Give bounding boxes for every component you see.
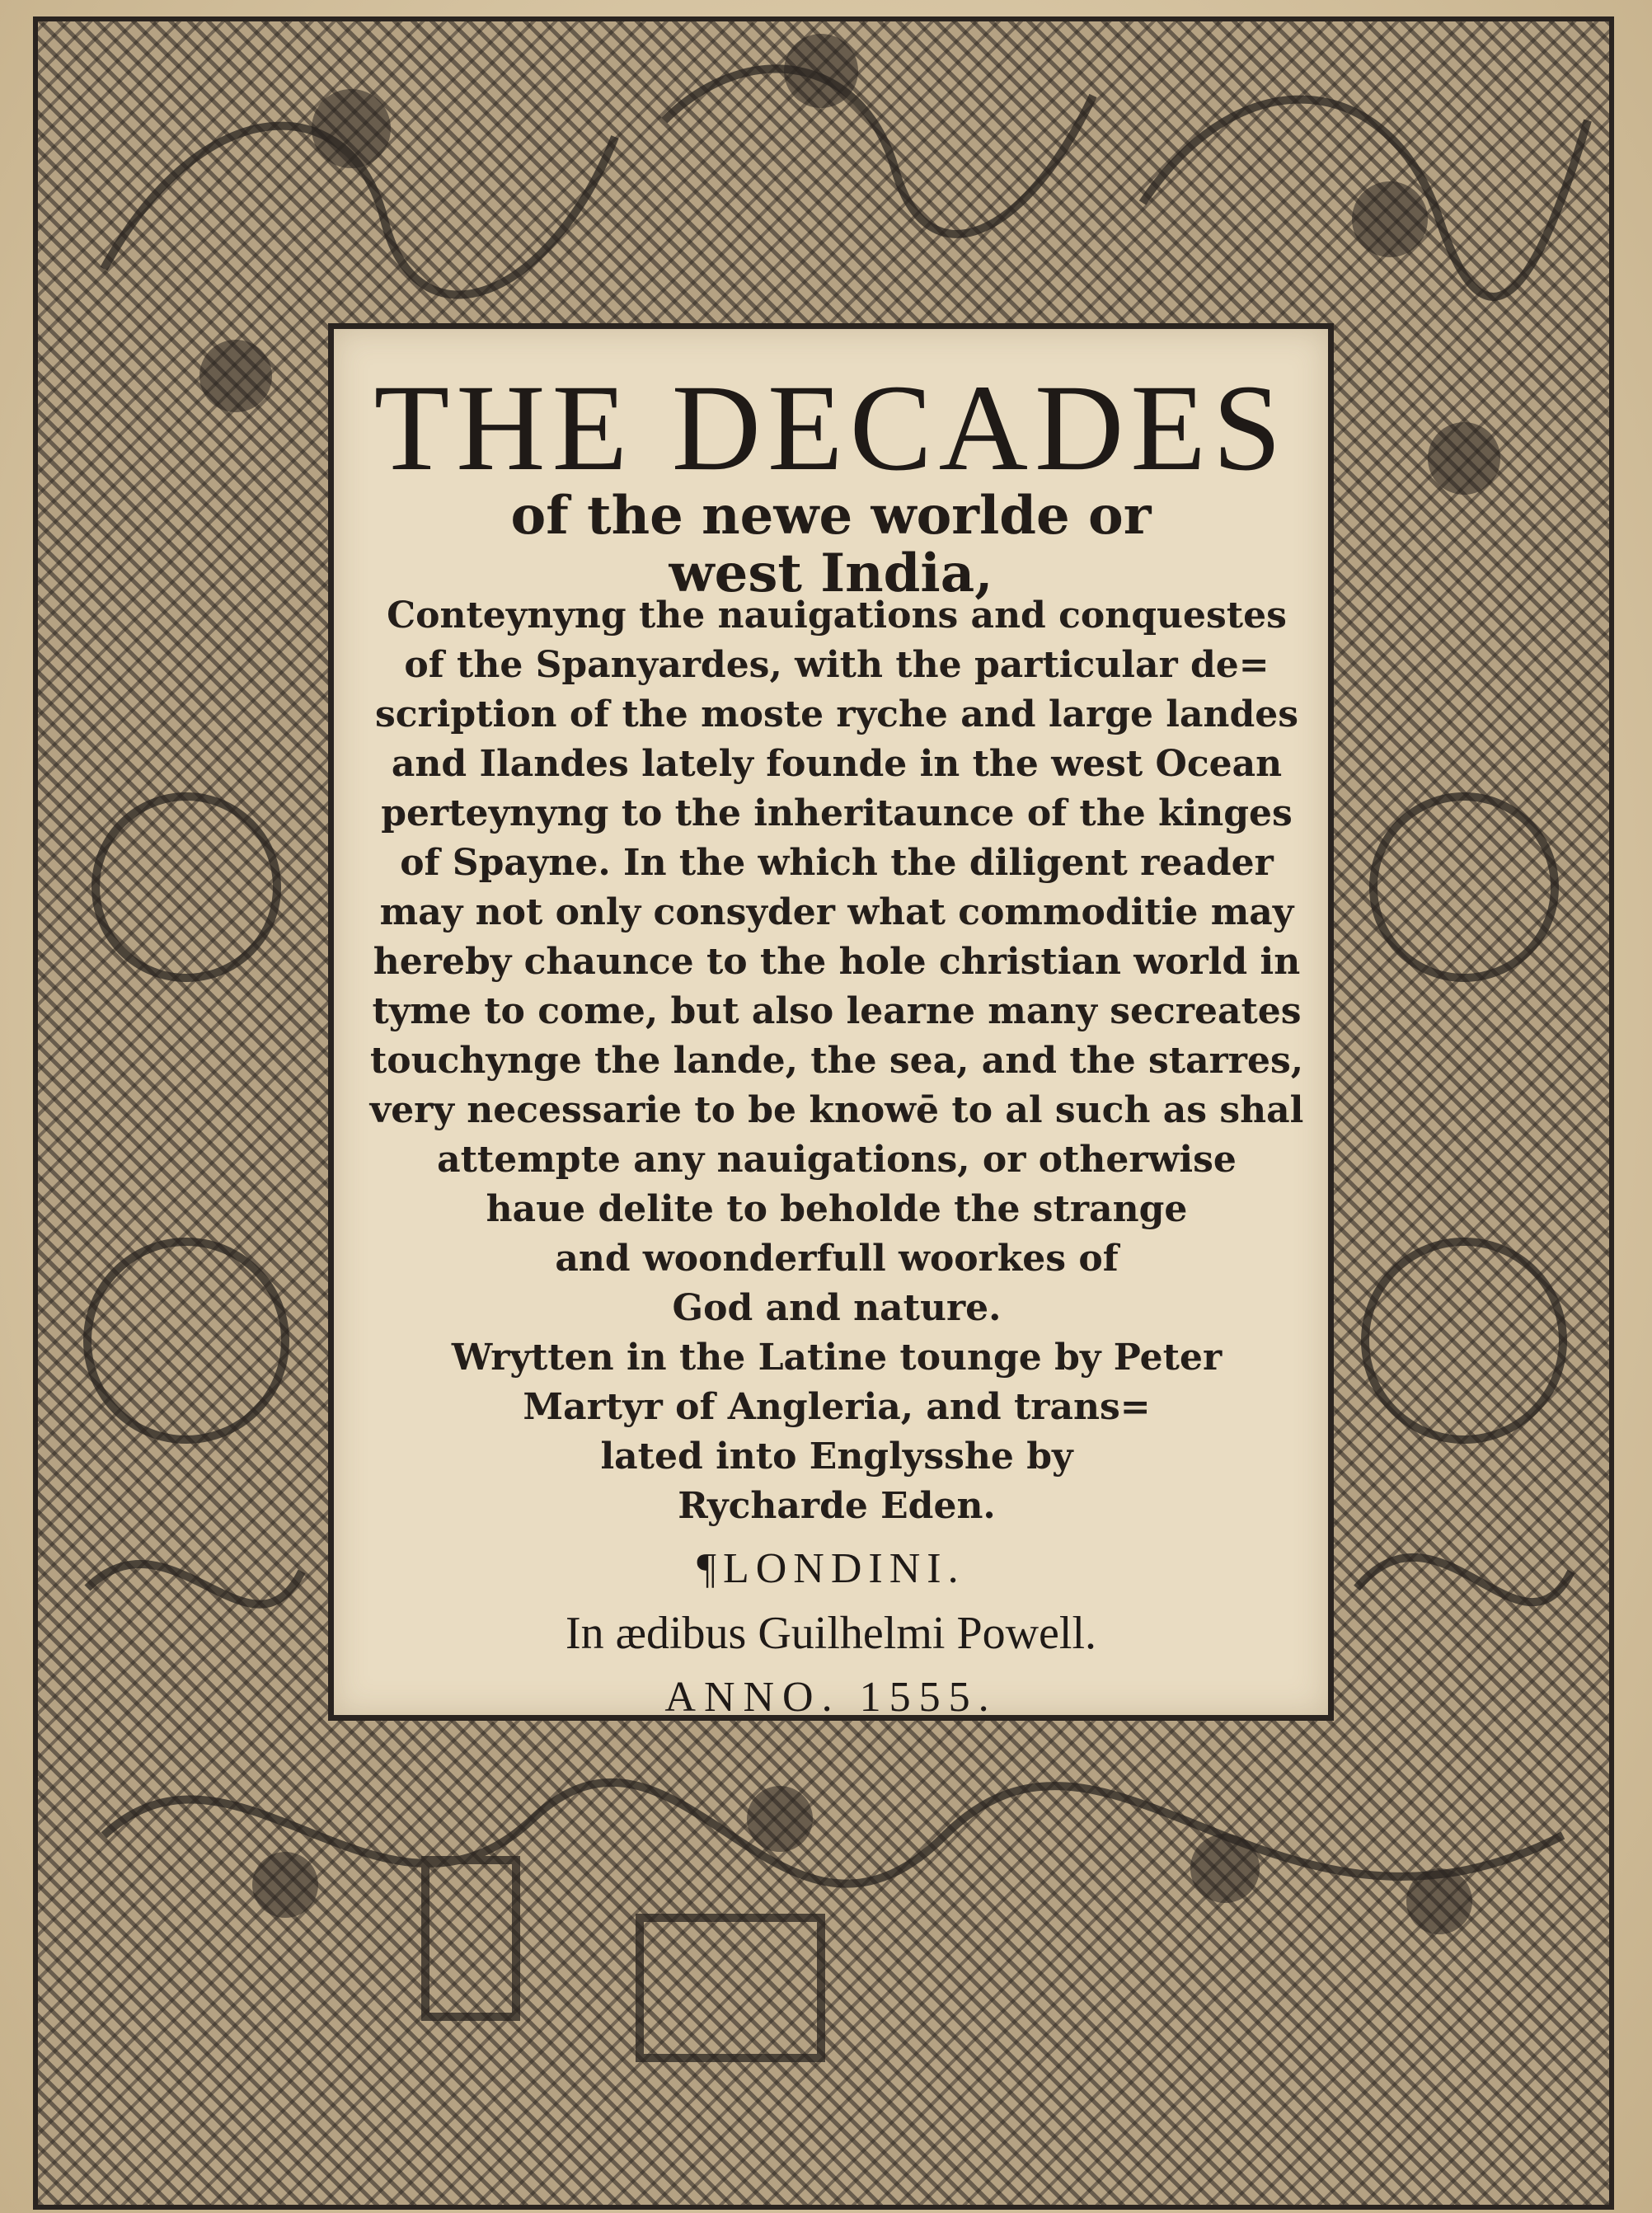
description-line: tyme to come, but also learne many secreates <box>372 990 1302 1032</box>
description-line: lated into Englysshe by <box>600 1435 1073 1478</box>
description-line: scription of the moste ryche and large landes <box>374 693 1299 735</box>
subtitle-line-1: of the newe worlde or <box>510 485 1152 547</box>
description-line: Conteynyng the nauigations and conquestes <box>387 594 1287 637</box>
description-line: Martyr of Angleria, and trans= <box>523 1386 1151 1428</box>
description-line: Wrytten in the Latine tounge by Peter <box>451 1337 1223 1379</box>
imprint-place: ¶LONDINI. <box>697 1545 965 1592</box>
description-line: very necessarie to be knowē to al such as shal <box>369 1089 1304 1131</box>
description-line: and woonderfull woorkes of <box>555 1238 1119 1280</box>
description-text <box>367 591 1307 1531</box>
title-panel <box>328 323 1334 1721</box>
description-line: hereby chaunce to the hole christian world in <box>373 941 1301 983</box>
description-line: haue delite to beholde the strange <box>486 1188 1188 1230</box>
description-line: perteynyng to the inheritaunce of the kinges <box>381 792 1293 834</box>
description-line: God and nature. <box>672 1287 1002 1329</box>
description-line: attempte any nauigations, or otherwise <box>437 1139 1237 1181</box>
description-line: Rycharde Eden. <box>678 1485 996 1527</box>
description-line: and Ilandes lately founde in the west Ocean <box>391 743 1283 785</box>
imprint-year: ANNO. 1555. <box>664 1674 997 1721</box>
imprint-printer: In ædibus Guilhelmi Powell. <box>566 1608 1096 1659</box>
subtitle-line-2: west India, <box>669 543 993 604</box>
description-line: may not only consyder what commoditie may <box>379 891 1294 933</box>
description-line: touchynge the lande, the sea, and the starres, <box>369 1040 1304 1082</box>
description-line: of the Spanyardes, with the particular de= <box>404 644 1270 686</box>
imprint <box>334 1537 1328 1730</box>
description-line: of Spayne. In the which the diligent reader <box>400 842 1274 884</box>
book-title: THE DECADES <box>373 359 1288 496</box>
